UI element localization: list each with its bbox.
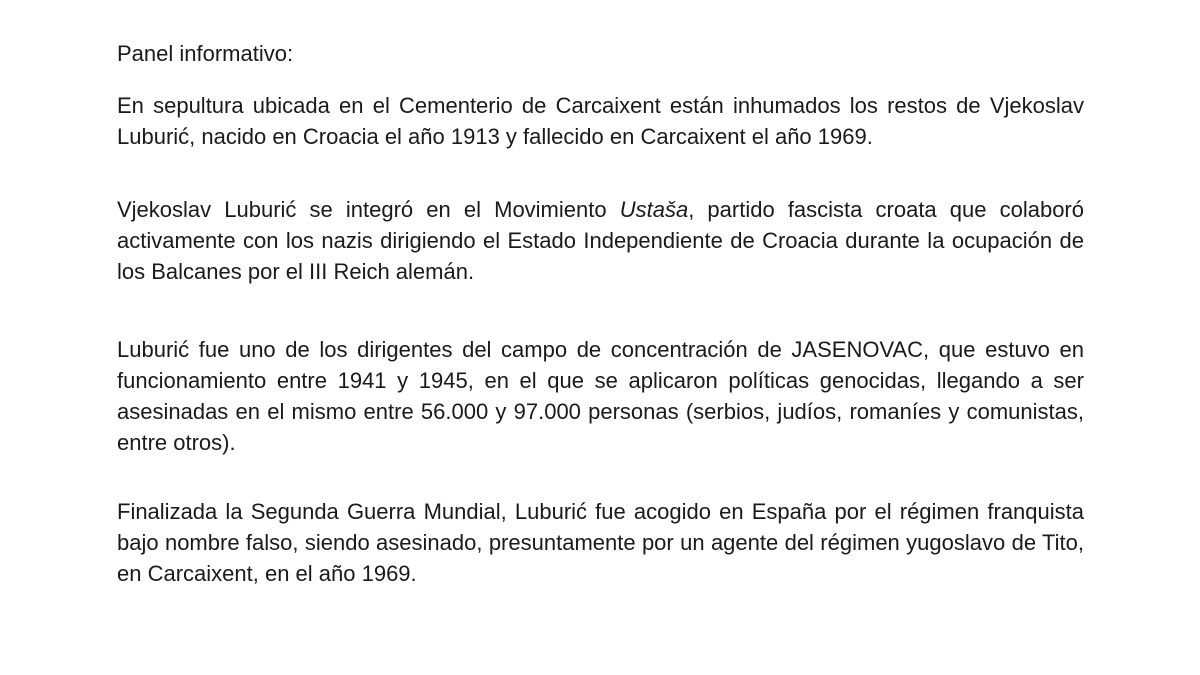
paragraph-jasenovac: Luburić fue uno de los dirigentes del campo de concentración de JASENOVAC, que estuvo en funcionamiento entre 1941 y 1945, en el que se aplicaron políticas genocidas, llegando a ser asesinadas en el mismo entre 56.000 y 97.000 personas (serbios, judíos, romaníes y comunistas, entre otros). — [117, 337, 1084, 455]
document-body — [117, 38, 1084, 589]
paragraph-burial: En sepultura ubicada en el Cementerio de Carcaixent están inhumados los restos de Vjekoslav Luburić, nacido en Croacia el año 1913 y fallecido en Carcaixent el año 1969. — [117, 93, 1084, 149]
paragraph-postwar: Finalizada la Segunda Guerra Mundial, Luburić fue acogido en España por el régimen franquista bajo nombre falso, siendo asesinado, presuntamente por un agente del régimen yugoslavo de Tito, en Carcaixent, en el año 1969. — [117, 499, 1084, 586]
panel-heading: Panel informativo: — [117, 41, 294, 66]
paragraph-ustasa — [117, 194, 1084, 287]
ustasa-italic-term: Ustaša — [619, 197, 689, 222]
paragraph-ustasa-text-start: Vjekoslav Luburić se integró en el Movimiento — [117, 197, 620, 222]
paragraph-ustasa-text-end: , partido fascista croata que colaboró activamente con los nazis dirigiendo el Estado Independiente de Croacia durante la ocupación de los Balcanes por el III Reich alemán. — [117, 197, 1084, 284]
